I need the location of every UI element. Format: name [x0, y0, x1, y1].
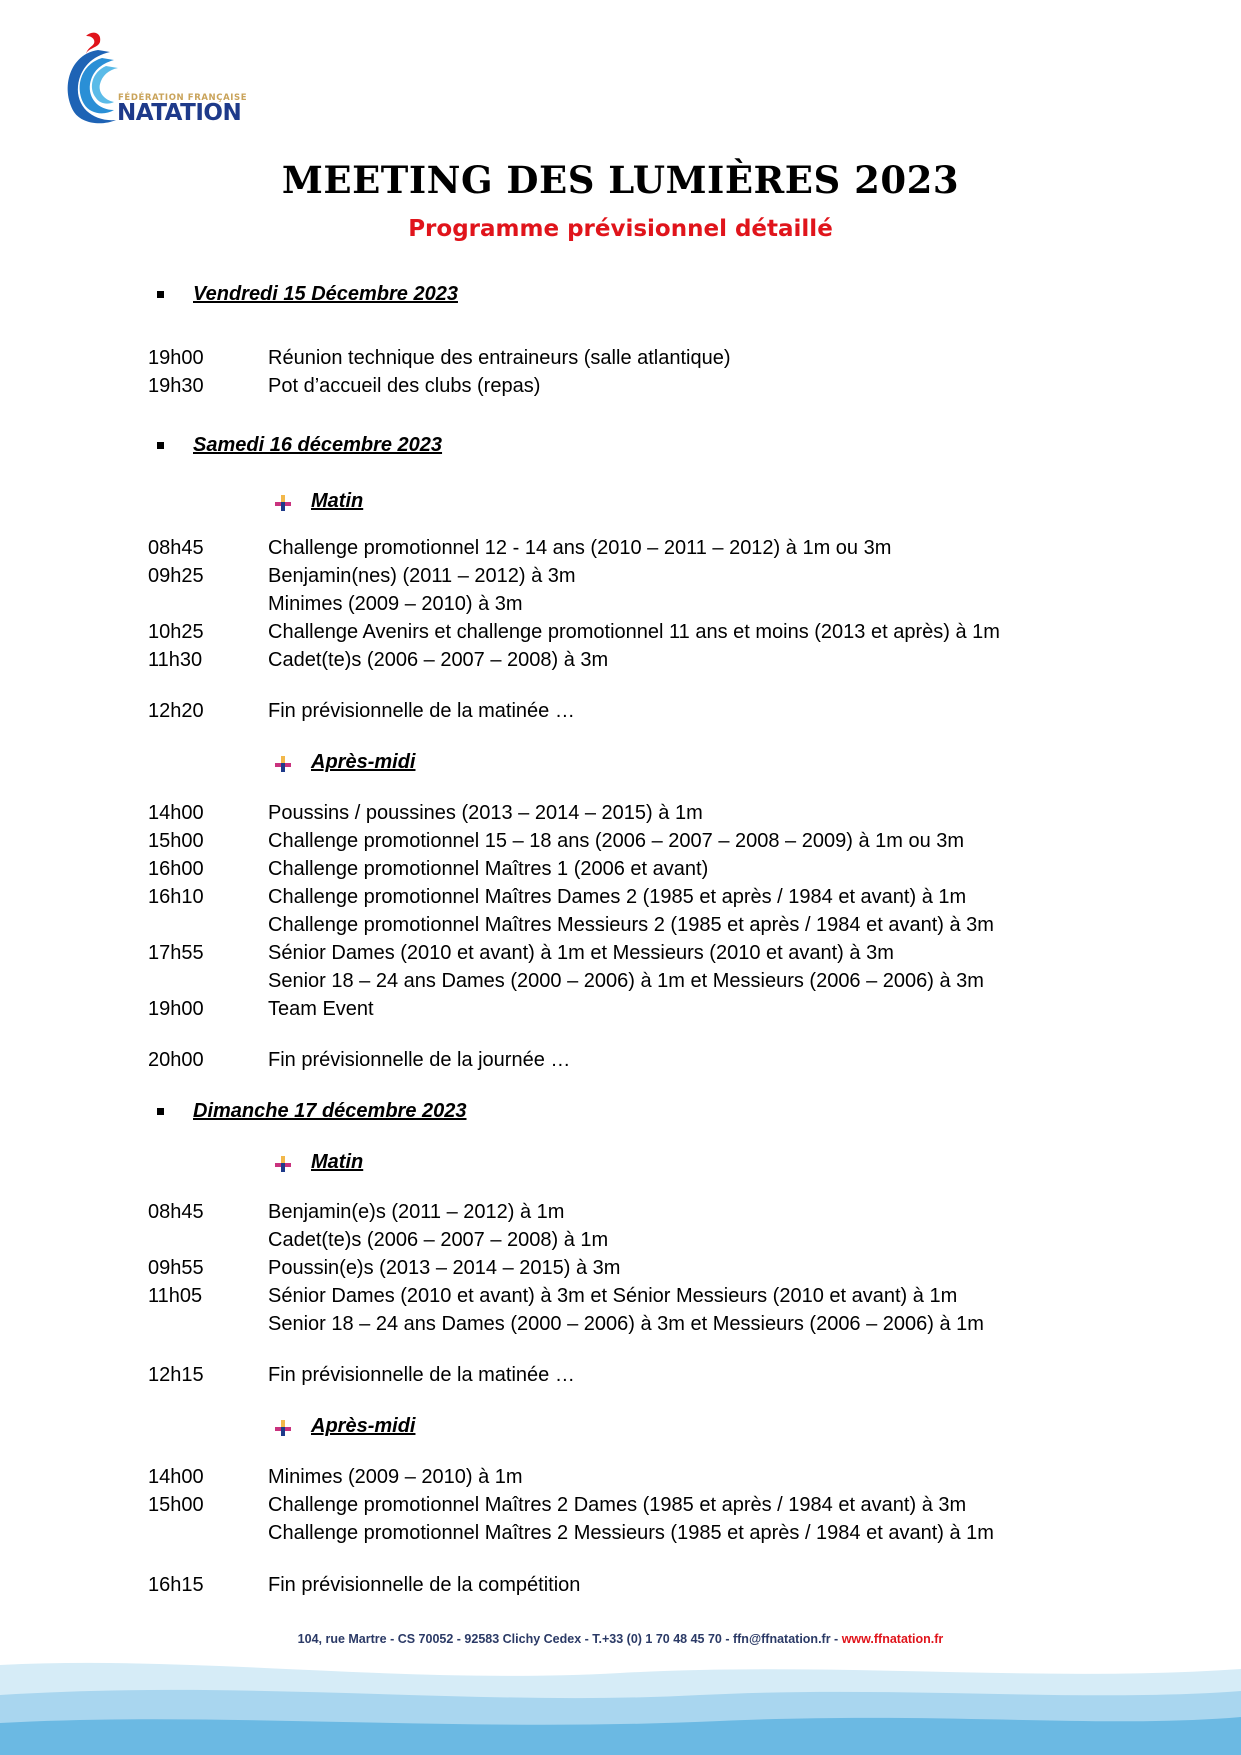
time: 19h00 [148, 998, 204, 1020]
event: Challenge promotionnel Maîtres 2 Messieurs (1985 et après / 1984 et avant) à 1m [268, 1522, 994, 1544]
period-label: Après-midi [311, 1415, 416, 1437]
time: 14h00 [148, 1466, 204, 1488]
event: Benjamin(e)s (2011 – 2012) à 1m [268, 1201, 565, 1223]
time: 11h05 [148, 1285, 203, 1307]
page-subtitle: Programme prévisionnel détaillé [408, 216, 833, 242]
event: Réunion technique des entraineurs (salle atlantique) [268, 347, 731, 369]
event: Fin prévisionnelle de la journée … [268, 1049, 571, 1071]
time: 19h00 [148, 347, 204, 369]
event: Poussin(e)s (2013 – 2014 – 2015) à 3m [268, 1257, 621, 1279]
footer-contact [0, 1632, 1241, 1646]
time: 16h15 [148, 1574, 204, 1596]
time: 15h00 [148, 1494, 204, 1516]
event: Challenge promotionnel 12 - 14 ans (2010 – 2011 – 2012) à 1m ou 3m [268, 537, 892, 559]
page-title: MEETING DES LUMIÈRES 2023 [281, 158, 960, 202]
event: Benjamin(nes) (2011 – 2012) à 3m [268, 565, 576, 587]
event: Challenge promotionnel Maîtres 1 (2006 et avant) [268, 858, 709, 880]
cross-bullet-icon [272, 492, 294, 514]
bullet-icon [157, 1108, 164, 1115]
event: Team Event [268, 998, 374, 1020]
event: Senior 18 – 24 ans Dames (2000 – 2006) à 1m et Messieurs (2006 – 2006) à 3m [268, 970, 984, 992]
event: Challenge promotionnel Maîtres Messieurs 2 (1985 et après / 1984 et avant) à 3m [268, 914, 994, 936]
event: Sénior Dames (2010 et avant) à 3m et Sénior Messieurs (2010 et avant) à 1m [268, 1285, 958, 1307]
cross-bullet-icon [272, 753, 294, 775]
time: 09h25 [148, 565, 204, 587]
time: 09h55 [148, 1257, 204, 1279]
event: Cadet(te)s (2006 – 2007 – 2008) à 1m [268, 1229, 609, 1251]
event: Poussins / poussines (2013 – 2014 – 2015) à 1m [268, 802, 703, 824]
bullet-icon [157, 291, 164, 298]
event: Challenge Avenirs et challenge promotionnel 11 ans et moins (2013 et après) à 1m [268, 621, 1000, 643]
bullet-icon [157, 442, 164, 449]
time: 19h30 [148, 375, 204, 397]
cross-bullet-icon [272, 1417, 294, 1439]
event: Minimes (2009 – 2010) à 1m [268, 1466, 523, 1488]
time: 20h00 [148, 1049, 204, 1071]
event: Challenge promotionnel 15 – 18 ans (2006 – 2007 – 2008 – 2009) à 1m ou 3m [268, 830, 965, 852]
day-label: Samedi 16 décembre 2023 [193, 434, 443, 456]
event: Fin prévisionnelle de la matinée … [268, 1364, 575, 1386]
time: 11h30 [148, 649, 203, 671]
time: 17h55 [148, 942, 204, 964]
event: Fin prévisionnelle de la compétition [268, 1574, 581, 1596]
day-label: Dimanche 17 décembre 2023 [193, 1100, 467, 1122]
event: Sénior Dames (2010 et avant) à 1m et Messieurs (2010 et avant) à 3m [268, 942, 894, 964]
time: 12h20 [148, 700, 204, 722]
time: 16h10 [148, 886, 204, 908]
wave-decoration [0, 1655, 1241, 1755]
time: 08h45 [148, 537, 204, 559]
event: Pot d’accueil des clubs (repas) [268, 375, 541, 397]
footer-address: 104, rue Martre - CS 70052 - 92583 Clichy Cedex - T.+33 (0) 1 70 48 45 70 - ffn@ffnatation.fr - [297, 1632, 842, 1646]
time: 12h15 [148, 1364, 204, 1386]
time: 15h00 [148, 830, 204, 852]
event: Minimes (2009 – 2010) à 3m [268, 593, 523, 615]
period-label: Matin [311, 1151, 364, 1173]
event: Challenge promotionnel Maîtres Dames 2 (1985 et après / 1984 et avant) à 1m [268, 886, 967, 908]
logo-wordmark: NATATION [117, 100, 242, 126]
time: 16h00 [148, 858, 204, 880]
period-label: Matin [311, 490, 364, 512]
footer-website-link[interactable]: www.ffnatation.fr [841, 1632, 944, 1646]
time: 10h25 [148, 621, 204, 643]
event: Senior 18 – 24 ans Dames (2000 – 2006) à 3m et Messieurs (2006 – 2006) à 1m [268, 1313, 984, 1335]
period-label: Après-midi [311, 751, 416, 773]
time: 14h00 [148, 802, 204, 824]
logo-subtitle: FÉDÉRATION FRANÇAISE [118, 93, 248, 103]
event: Cadet(te)s (2006 – 2007 – 2008) à 3m [268, 649, 609, 671]
event: Fin prévisionnelle de la matinée … [268, 700, 575, 722]
event: Challenge promotionnel Maîtres 2 Dames (1985 et après / 1984 et avant) à 3m [268, 1494, 967, 1516]
cross-bullet-icon [272, 1153, 294, 1175]
day-label: Vendredi 15 Décembre 2023 [193, 283, 458, 305]
time: 08h45 [148, 1201, 204, 1223]
